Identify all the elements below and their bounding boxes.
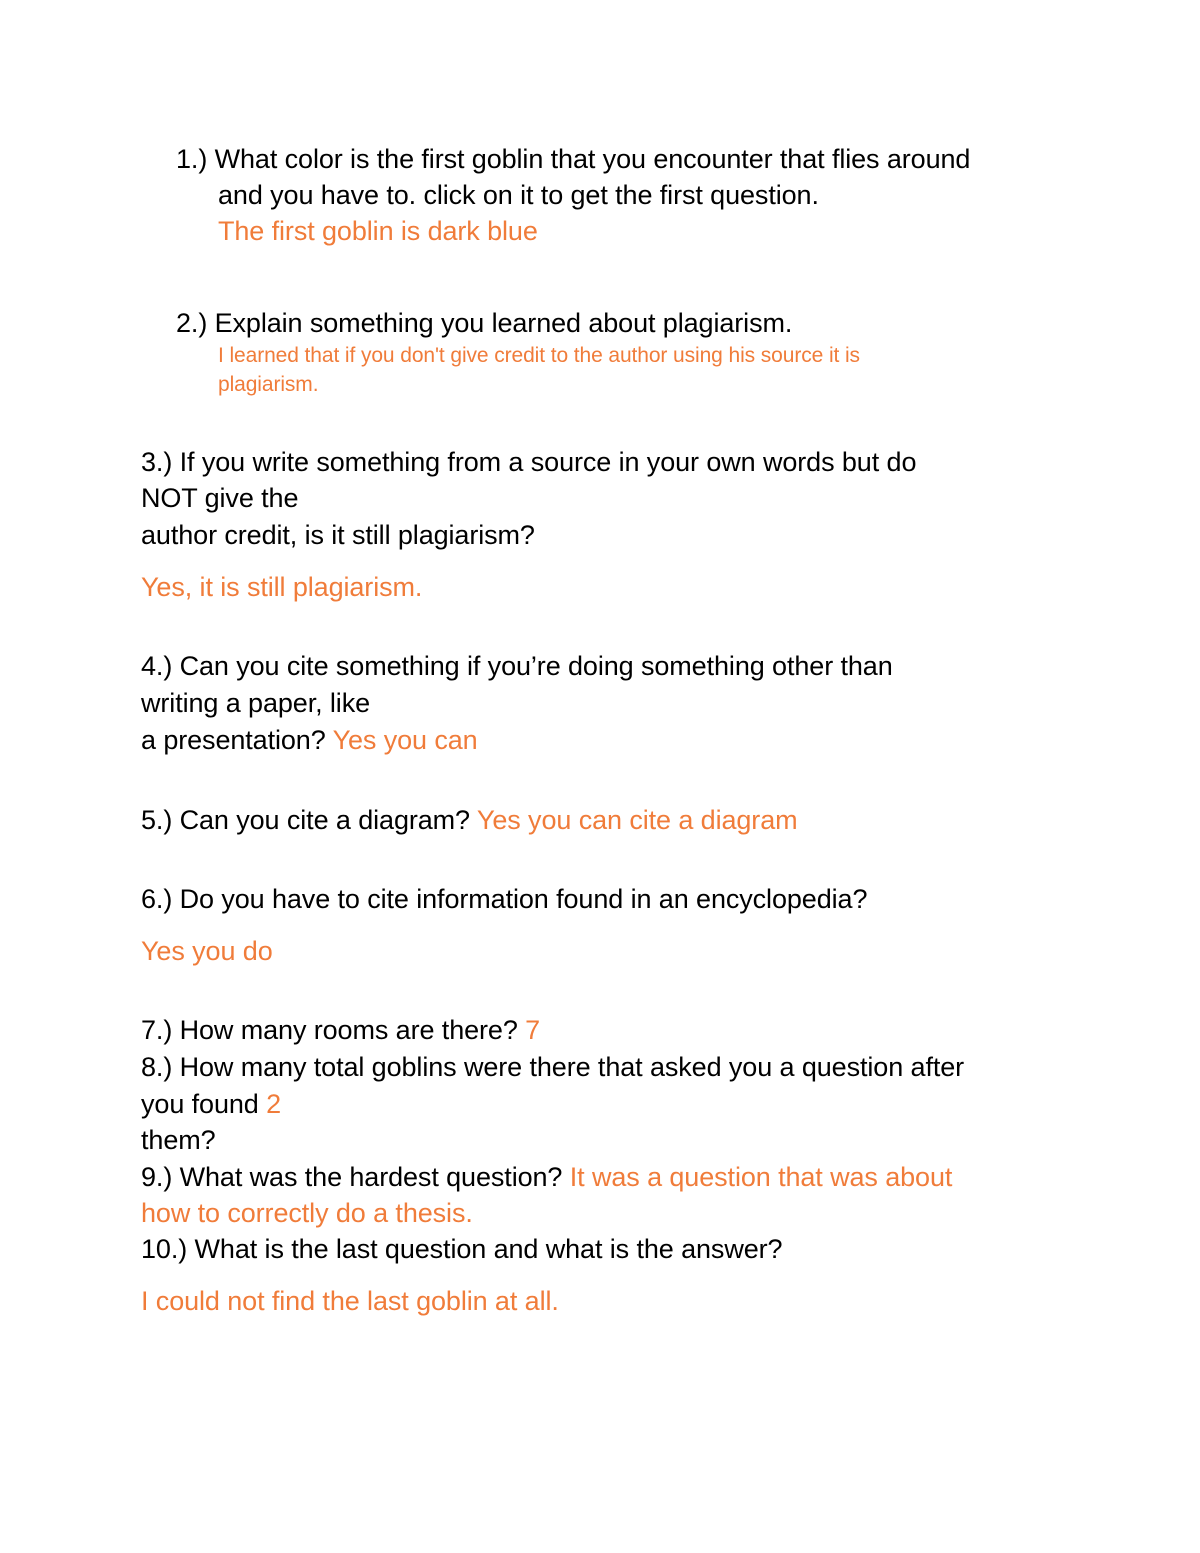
question-8-line-1: 8.) How many total goblins were there that asked you a question after <box>141 1052 965 1082</box>
answer-2-line-1: I learned that if you don't give credit to the author using his source it is <box>218 344 860 367</box>
question-5-text: 5.) Can you cite a diagram? <box>141 805 470 835</box>
question-8-line-3: them? <box>141 1125 216 1155</box>
question-9-line-1 <box>141 1159 952 1195</box>
question-6-line: 6.) Do you have to cite information found in an encyclopedia? <box>141 884 868 914</box>
answer-4: Yes you can <box>332 725 478 755</box>
question-7-text: 7.) How many rooms are there? <box>141 1015 518 1045</box>
answer-7: 7 <box>525 1015 541 1045</box>
answer-2-line-2: plagiarism. <box>218 373 319 396</box>
question-3-line-2: NOT give the <box>141 483 299 513</box>
question-10-line: 10.) What is the last question and what is the answer? <box>141 1234 783 1264</box>
question-4-line-3 <box>141 722 478 758</box>
question-5-line <box>141 802 798 838</box>
question-7-line <box>141 1012 540 1048</box>
question-3-line-1: 3.) If you write something from a source in your own words but do <box>141 447 917 477</box>
answer-8: 2 <box>266 1089 282 1119</box>
question-8-text: you found <box>141 1089 259 1119</box>
answer-1: The first goblin is dark blue <box>218 216 538 246</box>
answer-9-line-1: It was a question that was about <box>569 1162 953 1192</box>
question-1-line-2: and you have to. click on it to get the first question. <box>218 180 819 210</box>
answer-10: I could not find the last goblin at all. <box>141 1286 559 1316</box>
answer-5: Yes you can cite a diagram <box>476 805 798 835</box>
question-9-text: 9.) What was the hardest question? <box>141 1162 563 1192</box>
answer-6: Yes you do <box>141 936 273 966</box>
answer-3: Yes, it is still plagiarism. <box>141 572 423 602</box>
question-1-line-1: 1.) What color is the first goblin that you encounter that flies around <box>176 144 971 174</box>
answer-9-line-2: how to correctly do a thesis. <box>141 1198 473 1228</box>
question-8-line-2 <box>141 1086 281 1122</box>
question-4-text: a presentation? <box>141 725 326 755</box>
question-4-line-2: writing a paper, like <box>141 688 371 718</box>
question-4-line-1: 4.) Can you cite something if you’re doing something other than <box>141 651 893 681</box>
question-2-line-1: 2.) Explain something you learned about plagiarism. <box>176 308 793 338</box>
question-3-line-3: author credit, is it still plagiarism? <box>141 520 535 550</box>
